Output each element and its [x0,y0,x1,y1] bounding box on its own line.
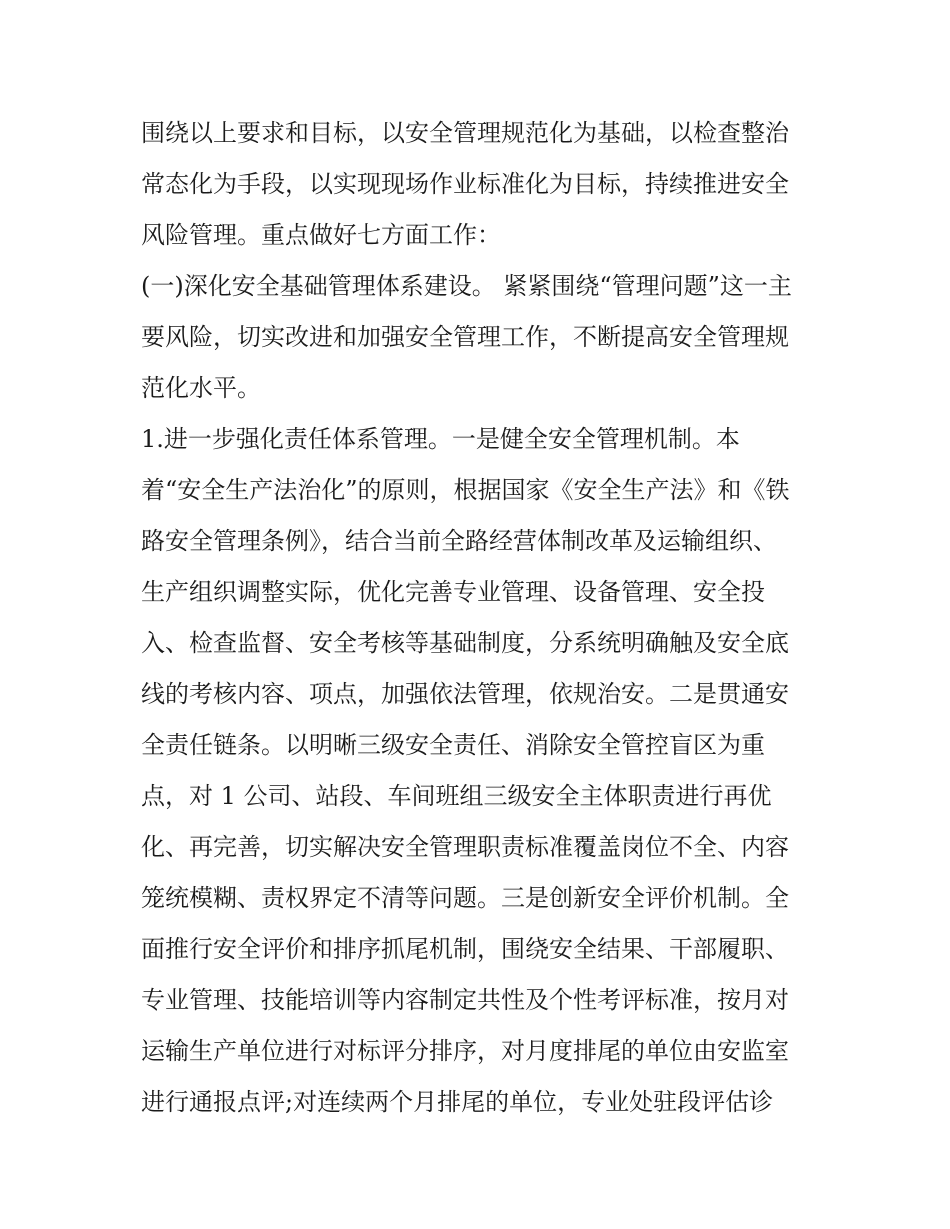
text-line: 风险管理。重点做好七方面工作： [141,221,501,249]
text-line: 着“安全生产法治化”的原则，根据国家《安全生产法》和《铁 [141,476,790,504]
text-line: 全责任链条。以明晰三级安全责任、消除安全管控盲区为重 [141,731,765,759]
text-line: 常态化为手段，以实现现场作业标准化为目标，持续推进安全 [141,170,789,198]
text-line: 专业管理、技能培训等内容制定共性及个性考评标准，按月对 [141,986,789,1014]
text-line: 范化水平。 [141,374,261,402]
text-line: 面推行安全评价和排序抓尾机制，围绕安全结果、干部履职、 [141,935,789,963]
text-line: 进行通报点评;对连续两个月排尾的单位，专业处驻段评估诊 [141,1088,774,1116]
text-line: 入、检查监督、安全考核等基础制度，分系统明确触及安全底 [141,629,789,657]
text-line: 生产组织调整实际，优化完善专业管理、设备管理、安全投 [141,578,765,606]
text-line: 笼统模糊、责权界定不清等问题。三是创新安全评价机制。全 [141,884,789,912]
text-line: 化、再完善，切实解决安全管理职责标准覆盖岗位不全、内容 [141,833,789,861]
subsection-heading-line: 1.进一步强化责任体系管理。一是健全安全管理机制。本 [141,425,740,453]
text-line: 路安全管理条例》，结合当前全路经营体制改革及运输组织、 [141,527,777,555]
document-body [141,108,821,1128]
text-line: 线的考核内容、项点，加强依法管理，依规治安。二是贯通安 [141,680,789,708]
text-line: 围绕以上要求和目标，以安全管理规范化为基础，以检查整治 [141,119,789,147]
section-heading-line: (一)深化安全基础管理体系建设。 紧紧围绕“管理问题”这一主 [141,272,792,300]
text-line: 要风险，切实改进和加强安全管理工作，不断提高安全管理规 [141,323,789,351]
text-line: 点，对 1 公司、站段、车间班组三级安全主体职责进行再优 [141,782,772,810]
text-line: 运输生产单位进行对标评分排序，对月度排尾的单位由安监室 [141,1037,789,1065]
